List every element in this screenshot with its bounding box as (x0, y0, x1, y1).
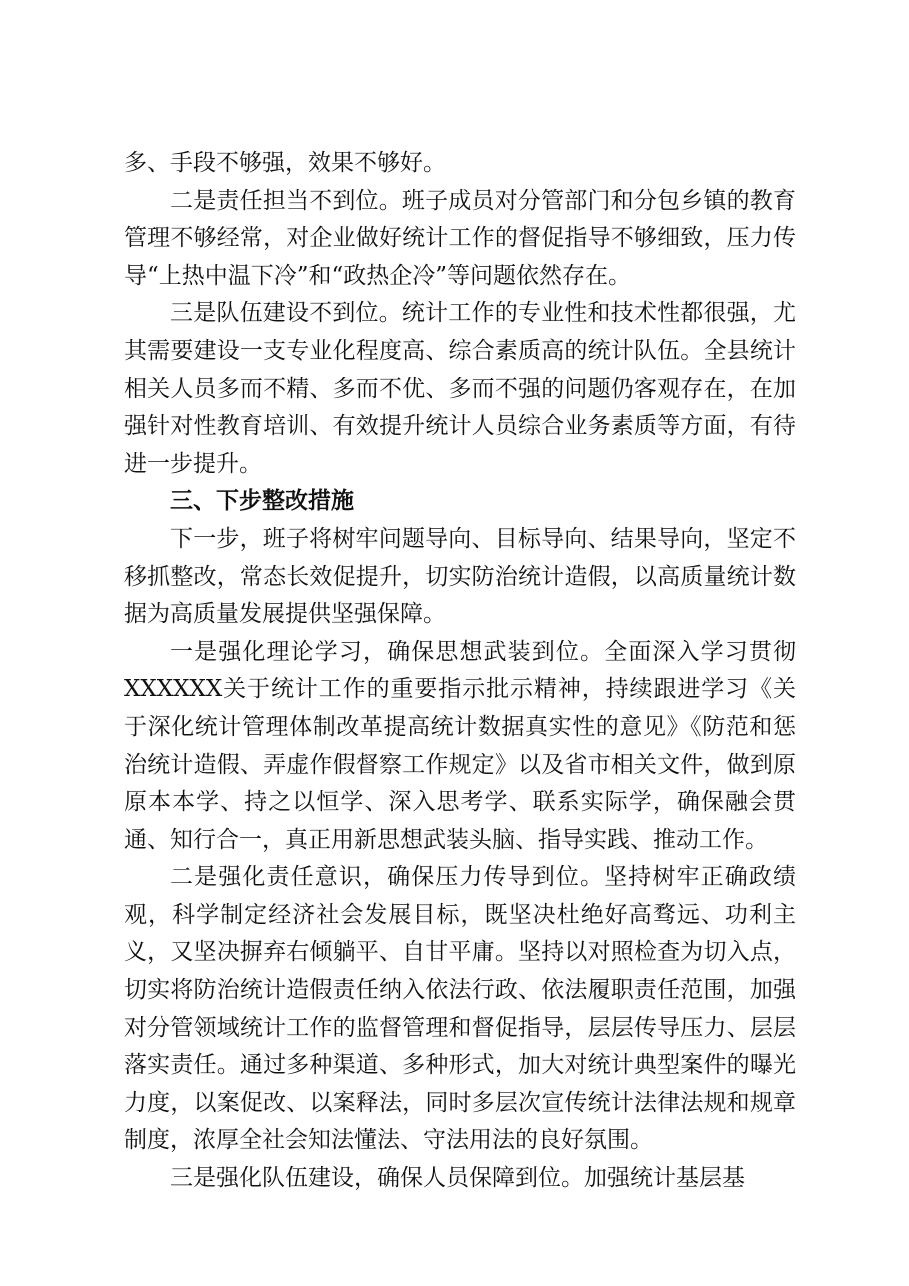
paragraph-theory-study: 一是强化理论学习，确保思想武装到位。全面深入学习贯彻XXXXXX关于统计工作的重要指示批示精神，持续跟进学习《关于深化统计管理体制改革提高统计数据真实性的意见》《防范和惩治统计造假、弄虚作假督察工作规定》以及省市相关文件，做到原原本本学、持之以恒学、深入思考学、联系实际学，确保融会贯通、知行合一，真正用新思想武装头脑、指导实践、推动工作。 (124, 638, 796, 853)
paragraph-responsibility-awareness: 二是强化责任意识，确保压力传导到位。坚持树牢正确政绩观，科学制定经济社会发展目标，既坚决杜绝好高骛远、功利主义，又坚决摒弃右倾躺平、自甘平庸。坚持以对照检查为切入点，切实将防治统计造假责任纳入依法行政、依法履职责任范围，加强对分管领域统计工作的监督管理和督促指导，层层传导压力、层层落实责任。通过多种渠道、多种形式，加大对统计典型案件的曝光力度，以案促改、以案释法，同时多层次宣传统计法律法规和规章制度，浓厚全社会知法懂法、守法用法的良好氛围。 (124, 864, 796, 1154)
section-heading: 三、下步整改措施 (170, 488, 354, 515)
paragraph-continuation: 多、手段不够强，效果不够好。 (124, 150, 446, 176)
paragraph-responsibility: 二是责任担当不到位。班子成员对分管部门和分包乡镇的教育管理不够经常，对企业做好统计工作的督促指导不够细致，压力传导“上热中温下冷”和“政热企冷”等问题依然存在。 (124, 187, 796, 289)
paragraph-next-steps: 下一步，班子将树牢问题导向、目标导向、结果导向，坚定不移抓整改，常态长效促提升，切实防治统计造假，以高质量统计数据为高质量发展提供坚强保障。 (124, 525, 796, 628)
document-page (124, 145, 796, 1198)
paragraph-team-strengthening: 三是强化队伍建设，确保人员保障到位。加强统计基层基 (170, 1165, 745, 1192)
paragraph-team-building: 三是队伍建设不到位。统计工作的专业性和技术性都很强，尤其需要建设一支专业化程度高、综合素质高的统计队伍。全县统计相关人员多而不精、多而不优、多而不强的问题仍客观存在，在加强针对性教育培训、有效提升统计人员综合业务素质等方面，有待进一步提升。 (124, 300, 796, 477)
